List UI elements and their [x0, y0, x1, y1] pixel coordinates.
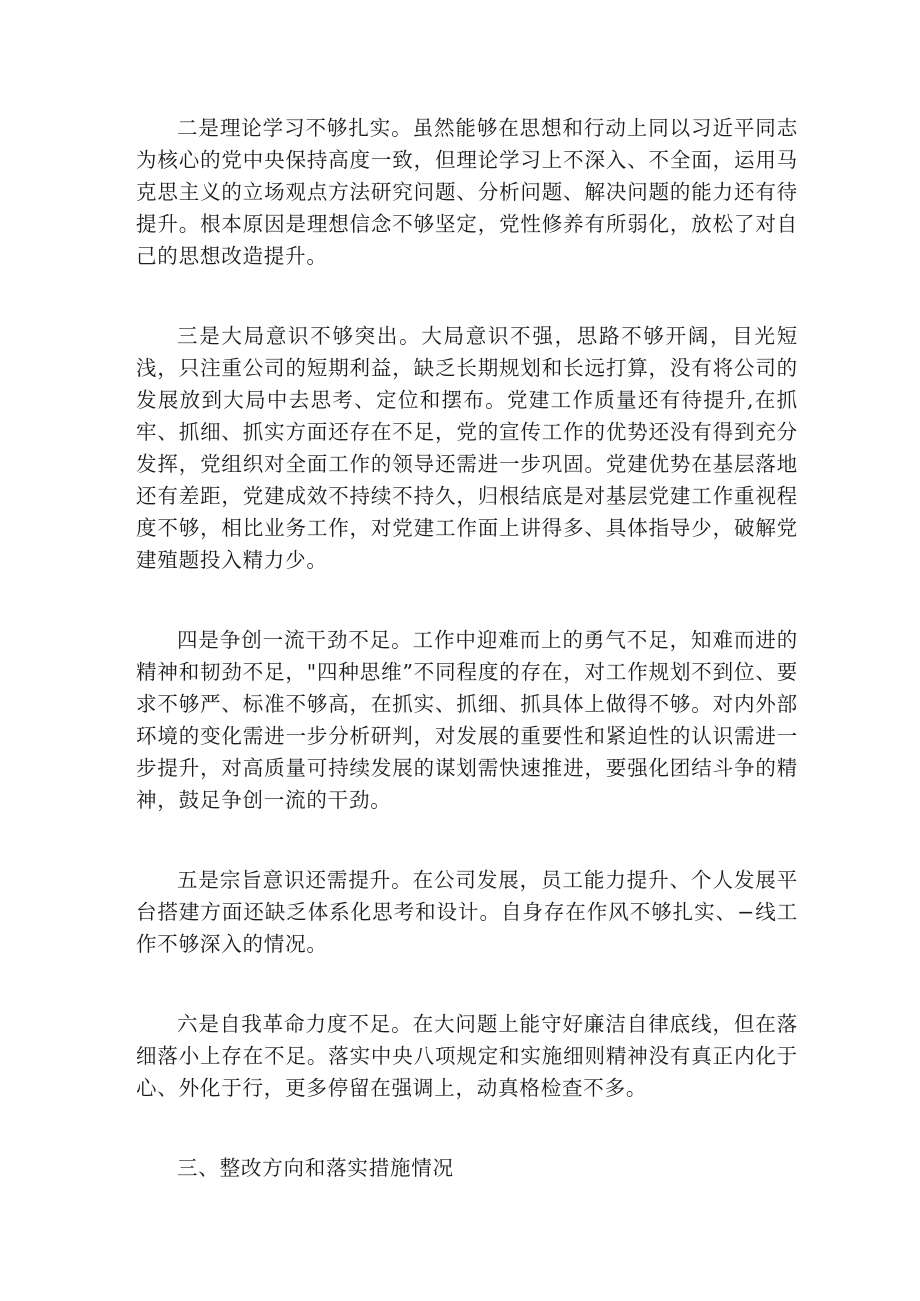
section-heading: 三、整改方向和落实措施情况 [177, 1156, 454, 1180]
paragraph-striving-first-class: 四是争创一流干劲不足。工作中迎难而上的勇气不足，知难而进的精神和韧劲不足，"四种思维”不同程度的存在，对工作规划不到位、要求不够严、标准不够高，在抓实、抓细、抓具体上做得不够。对内外部环境的变化需进一步分析研判，对发展的重要性和紧迫性的认识需进一步提升，对高质量可持续发展的谋划需快速推进，要强化团结斗争的精神，鼓足争创一流的干劲。 [136, 628, 798, 812]
document-body [136, 112, 798, 1184]
paragraph-self-revolution: 六是自我革命力度不足。在大问题上能守好廉洁自律底线，但在落细落小上存在不足。落实中央八项规定和实施细则精神没有真正内化于心、外化于行，更多停留在强调上，动真格检查不多。 [136, 1012, 798, 1100]
paragraph-theory-study: 二是理论学习不够扎实。虽然能够在思想和行动上同以习近平同志为核心的党中央保持高度一致，但理论学习上不深入、不全面，运用马克思主义的立场观点方法研究问题、分析问题、解决问题的能力还有待提升。根本原因是理想信念不够坚定，党性修养有所弱化，放松了对自己的思想改造提升。 [136, 116, 798, 268]
paragraph-purpose-awareness: 五是宗旨意识还需提升。在公司发展，员工能力提升、个人发展平台搭建方面还缺乏体系化思考和设计。自身存在作风不够扎实、−线工作不够深入的情况。 [136, 868, 798, 956]
paragraph-overall-awareness: 三是大局意识不够突出。大局意识不强，思路不够开阔，目光短浅，只注重公司的短期利益，缺乏长期规划和长远打算，没有将公司的发展放到大局中去思考、定位和摆布。党建工作质量还有待提升,在抓牢、抓细、抓实方面还存在不足，党的宣传工作的优势还没有得到充分发挥，党组织对全面工作的领导还需进一步巩固。党建优势在基层落地还有差距，党建成效不持续不持久，归根结底是对基层党建工作重视程度不够，相比业务工作，对党建工作面上讲得多、具体指导少，破解党建殖题投入精力少。 [136, 324, 798, 572]
